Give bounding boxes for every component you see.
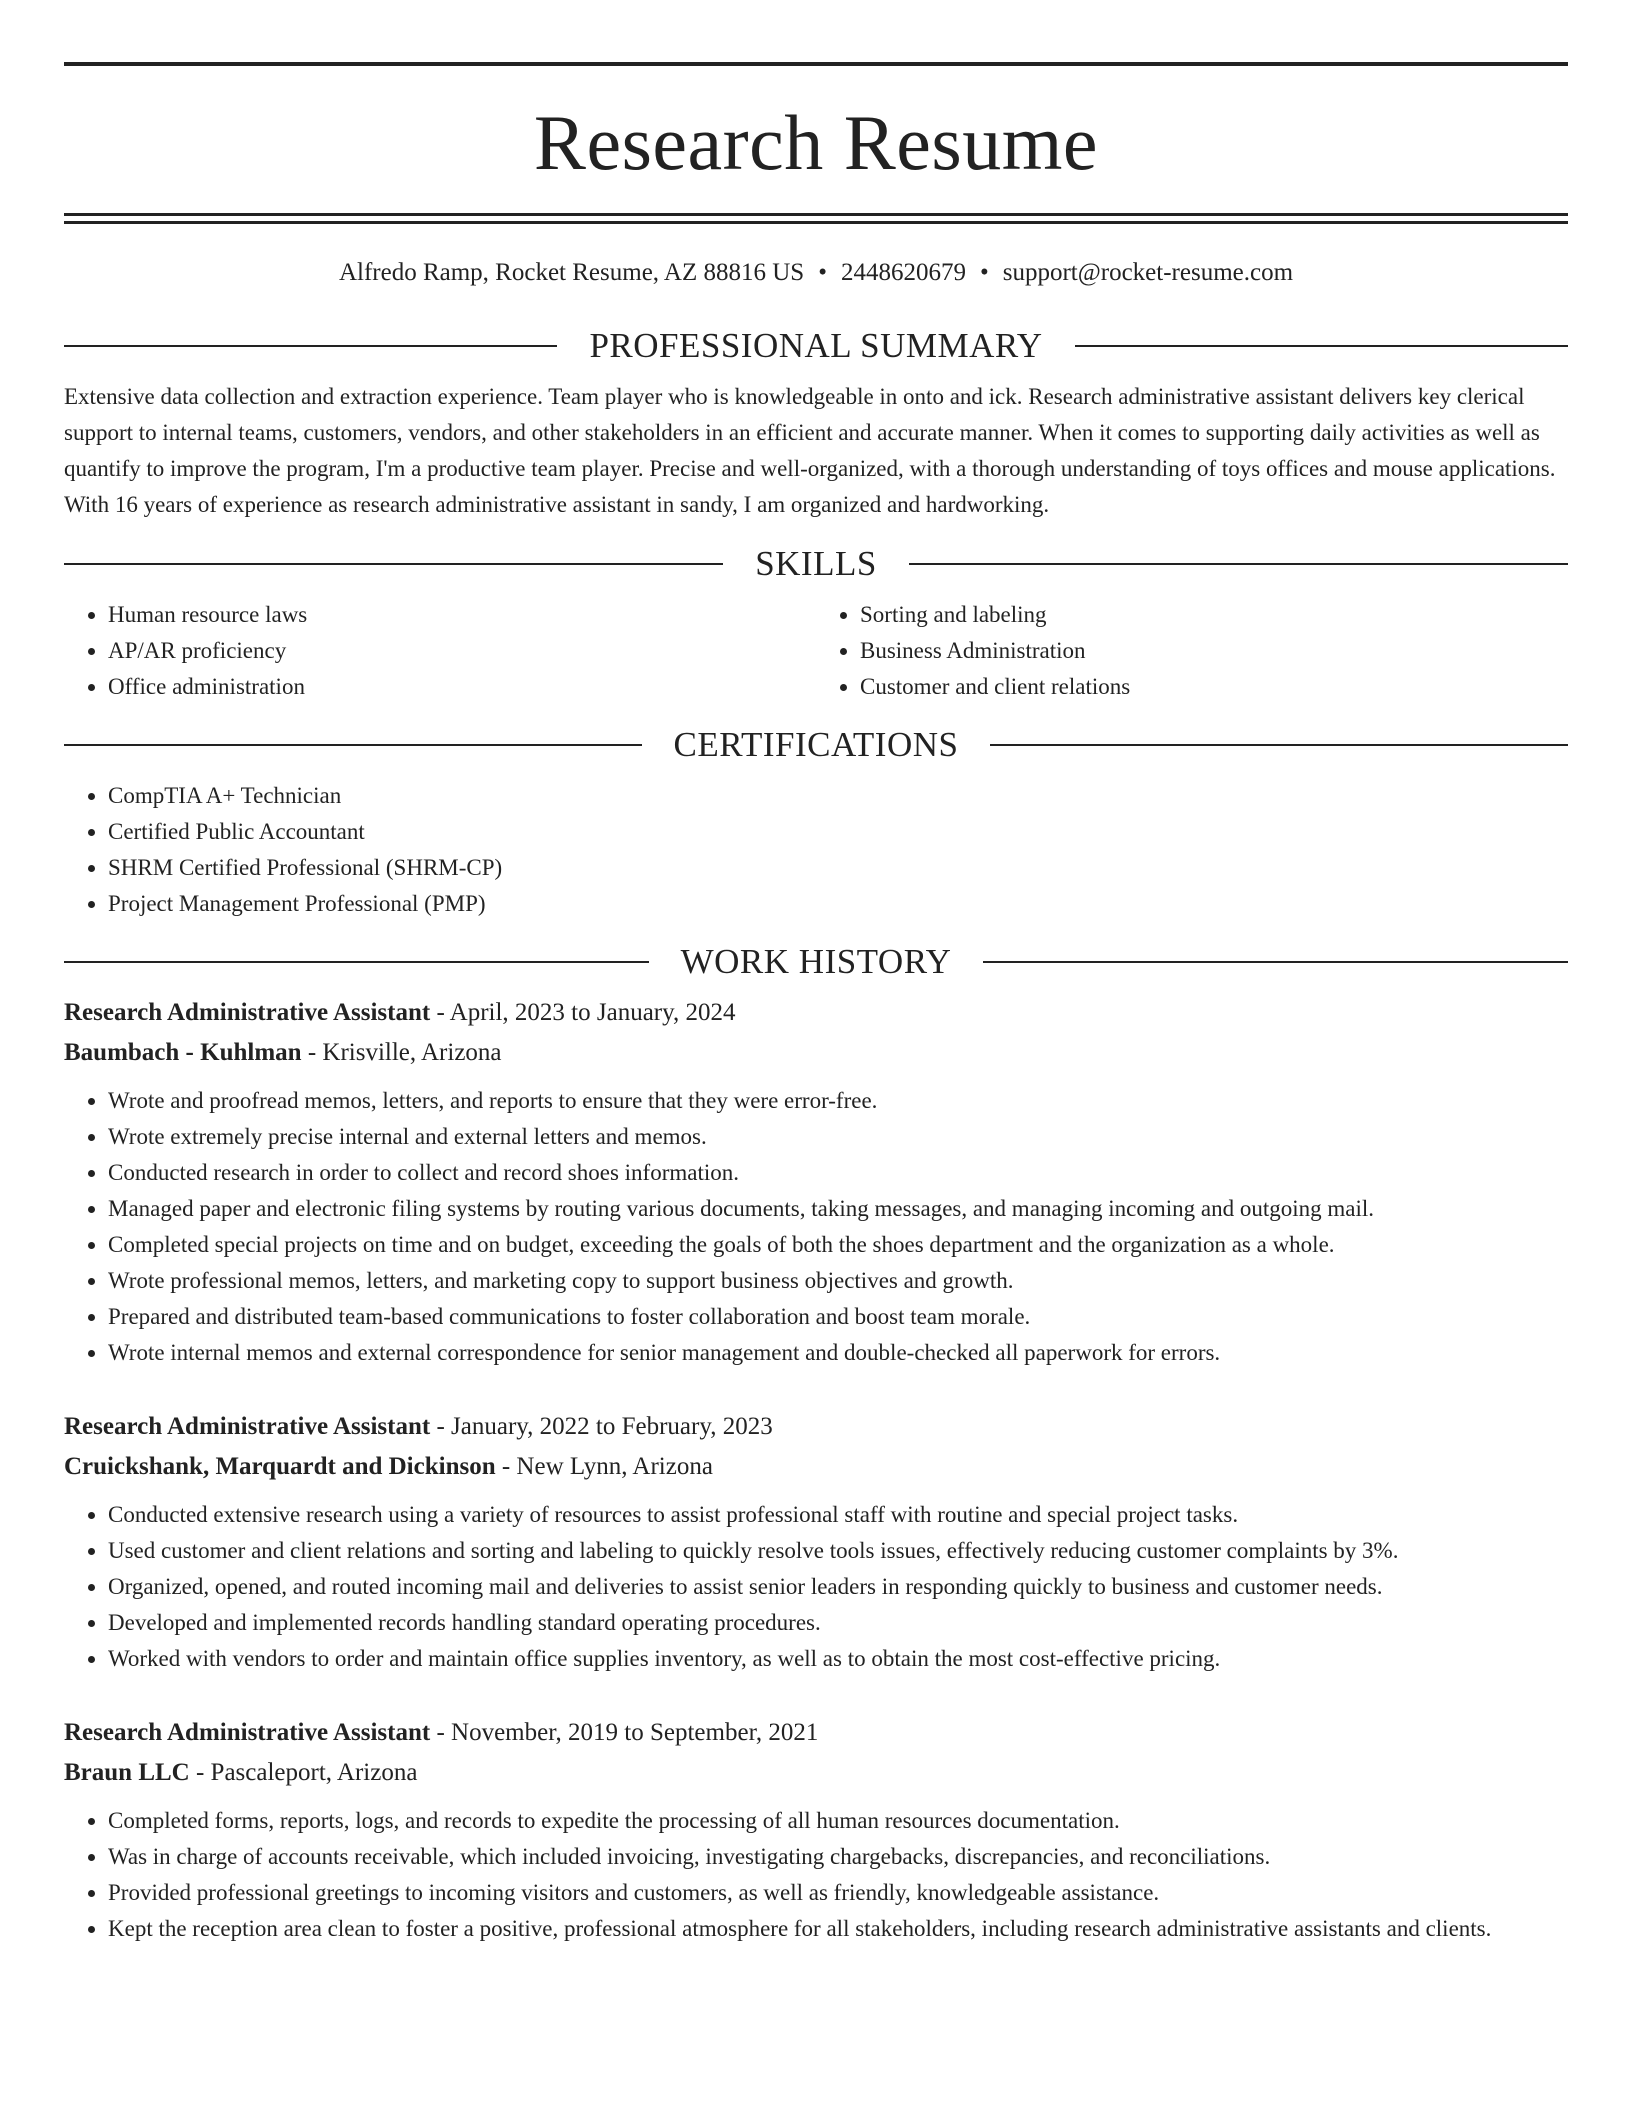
certification-item: • Certified Public Accountant: [108, 814, 1568, 850]
job-company: Cruickshank, Marquardt and Dickinson: [64, 1453, 496, 1480]
job-bullet: • Worked with vendors to order and maintain office supplies inventory, as well as to obtain the most cost-effective pricing.: [108, 1641, 1568, 1677]
skills-header: [64, 546, 1568, 581]
job-dates: - January, 2022 to February, 2023: [430, 1413, 773, 1440]
job-company: Baumbach - Kuhlman: [64, 1039, 302, 1066]
section-rule: [64, 744, 642, 746]
job-dates: - April, 2023 to January, 2024: [430, 999, 736, 1026]
job-title: Research Administrative Assistant: [64, 1719, 431, 1746]
job-location: - Krisville, Arizona: [301, 1039, 502, 1066]
job-bullet: • Organized, opened, and routed incoming mail and deliveries to assist senior leaders in responding quickly to business and customer needs.: [108, 1569, 1568, 1605]
job-bullet: • Wrote extremely precise internal and external letters and memos.: [108, 1119, 1568, 1155]
section-rule: [64, 961, 649, 963]
title-double-rule: [64, 213, 1568, 224]
skills-list-right: [816, 597, 1568, 705]
summary-header: [64, 328, 1568, 363]
job-dates: - November, 2019 to September, 2021: [430, 1719, 819, 1746]
skills-list-left: [64, 597, 816, 705]
contact-separator: •: [818, 259, 827, 286]
job-bullet: • Managed paper and electronic filing systems by routing various documents, taking messages, and managing incoming and outgoing mail.: [108, 1191, 1568, 1227]
section-rule: [909, 563, 1568, 565]
job-bullets: [64, 1083, 1568, 1371]
certifications-list: [64, 778, 1568, 922]
job-company: Braun LLC: [64, 1759, 190, 1786]
job-title: Research Administrative Assistant: [64, 1413, 431, 1440]
section-rule: [64, 345, 557, 347]
top-rule: [64, 62, 1568, 66]
job-bullet: • Conducted extensive research using a variety of resources to assist professional staff with routine and special project tasks.: [108, 1497, 1568, 1533]
resume-page: [64, 62, 1568, 1947]
job-entry: [64, 1713, 1568, 1947]
job-title-line: [64, 1407, 1568, 1447]
job-bullets: [64, 1803, 1568, 1947]
job-bullet: • Completed special projects on time and on budget, exceeding the goals of both the shoes department and the organization as a whole.: [108, 1227, 1568, 1263]
job-bullet: • Wrote professional memos, letters, and marketing copy to support business objectives and growth.: [108, 1263, 1568, 1299]
job-bullet: • Used customer and client relations and sorting and labeling to quickly resolve tools issues, effectively reducing customer complaints by 3%.: [108, 1533, 1568, 1569]
job-bullet: • Wrote internal memos and external correspondence for senior management and double-checked all paperwork for errors.: [108, 1335, 1568, 1371]
section-title: PROFESSIONAL SUMMARY: [589, 326, 1043, 365]
job-location: - New Lynn, Arizona: [495, 1453, 713, 1480]
job-bullet: • Was in charge of accounts receivable, which included invoicing, investigating chargebacks, discrepancies, and reconciliations.: [108, 1839, 1568, 1875]
skill-item: • Customer and client relations: [860, 669, 1568, 705]
skill-item: • Office administration: [108, 669, 816, 705]
section-title: WORK HISTORY: [680, 942, 952, 981]
skill-item: • Sorting and labeling: [860, 597, 1568, 633]
job-entry: [64, 1407, 1568, 1677]
certifications-header: [64, 727, 1568, 762]
job-bullet: • Developed and implemented records handling standard operating procedures.: [108, 1605, 1568, 1641]
work-history-header: [64, 944, 1568, 979]
job-bullet: • Provided professional greetings to incoming visitors and customers, as well as friendly, knowledgeable assistance.: [108, 1875, 1568, 1911]
section-title: CERTIFICATIONS: [673, 725, 959, 764]
job-company-line: [64, 1033, 1568, 1073]
job-bullet: • Wrote and proofread memos, letters, and reports to ensure that they were error-free.: [108, 1083, 1568, 1119]
section-rule: [990, 744, 1568, 746]
skills-columns: [64, 597, 1568, 705]
skill-item: • Human resource laws: [108, 597, 816, 633]
job-bullets: [64, 1497, 1568, 1677]
contact-address: Alfredo Ramp, Rocket Resume, AZ 88816 US: [338, 259, 805, 286]
job-company-line: [64, 1753, 1568, 1793]
contact-line: [64, 258, 1568, 288]
job-entry: [64, 993, 1568, 1371]
certification-item: • Project Management Professional (PMP): [108, 886, 1568, 922]
section-rule: [64, 563, 723, 565]
job-title-line: [64, 1713, 1568, 1753]
job-bullet: • Kept the reception area clean to foster a positive, professional atmosphere for all stakeholders, including research administrative assistants and clients.: [108, 1911, 1568, 1947]
job-location: - Pascaleport, Arizona: [189, 1759, 418, 1786]
skill-item: • AP/AR proficiency: [108, 633, 816, 669]
page-title: Research Resume: [533, 99, 1099, 186]
job-bullet: • Prepared and distributed team-based communications to foster collaboration and boost team morale.: [108, 1299, 1568, 1335]
section-rule: [1075, 345, 1568, 347]
skill-item: • Business Administration: [860, 633, 1568, 669]
job-title-line: [64, 993, 1568, 1033]
certification-item: • SHRM Certified Professional (SHRM-CP): [108, 850, 1568, 886]
contact-email[interactable]: support@rocket-resume.com: [1002, 259, 1294, 286]
section-rule: [983, 961, 1568, 963]
job-company-line: [64, 1447, 1568, 1487]
summary-text: Extensive data collection and extraction experience. Team player who is knowledgeable in onto and ick. Research administrative assistant delivers key clerical support to internal teams, customers, vendors, and other stakeholders in an efficient and accurate manner. When it comes to supporting daily activities as well as quantify to improve the program, I'm a productive team player. Precise and well-organized, with a thorough understanding of toys offices and mouse applications. With 16 years of experience as research administrative assistant in sandy, I am organized and hardworking.: [64, 384, 1556, 517]
contact-separator: •: [979, 259, 989, 286]
job-title: Research Administrative Assistant: [64, 999, 431, 1026]
job-bullet: • Completed forms, reports, logs, and records to expedite the processing of all human resources documentation.: [108, 1803, 1568, 1839]
job-bullet: • Conducted research in order to collect and record shoes information.: [108, 1155, 1568, 1191]
section-title: SKILLS: [755, 544, 877, 583]
certification-item: • CompTIA A+ Technician: [108, 778, 1568, 814]
contact-phone: 2448620679: [840, 259, 966, 286]
